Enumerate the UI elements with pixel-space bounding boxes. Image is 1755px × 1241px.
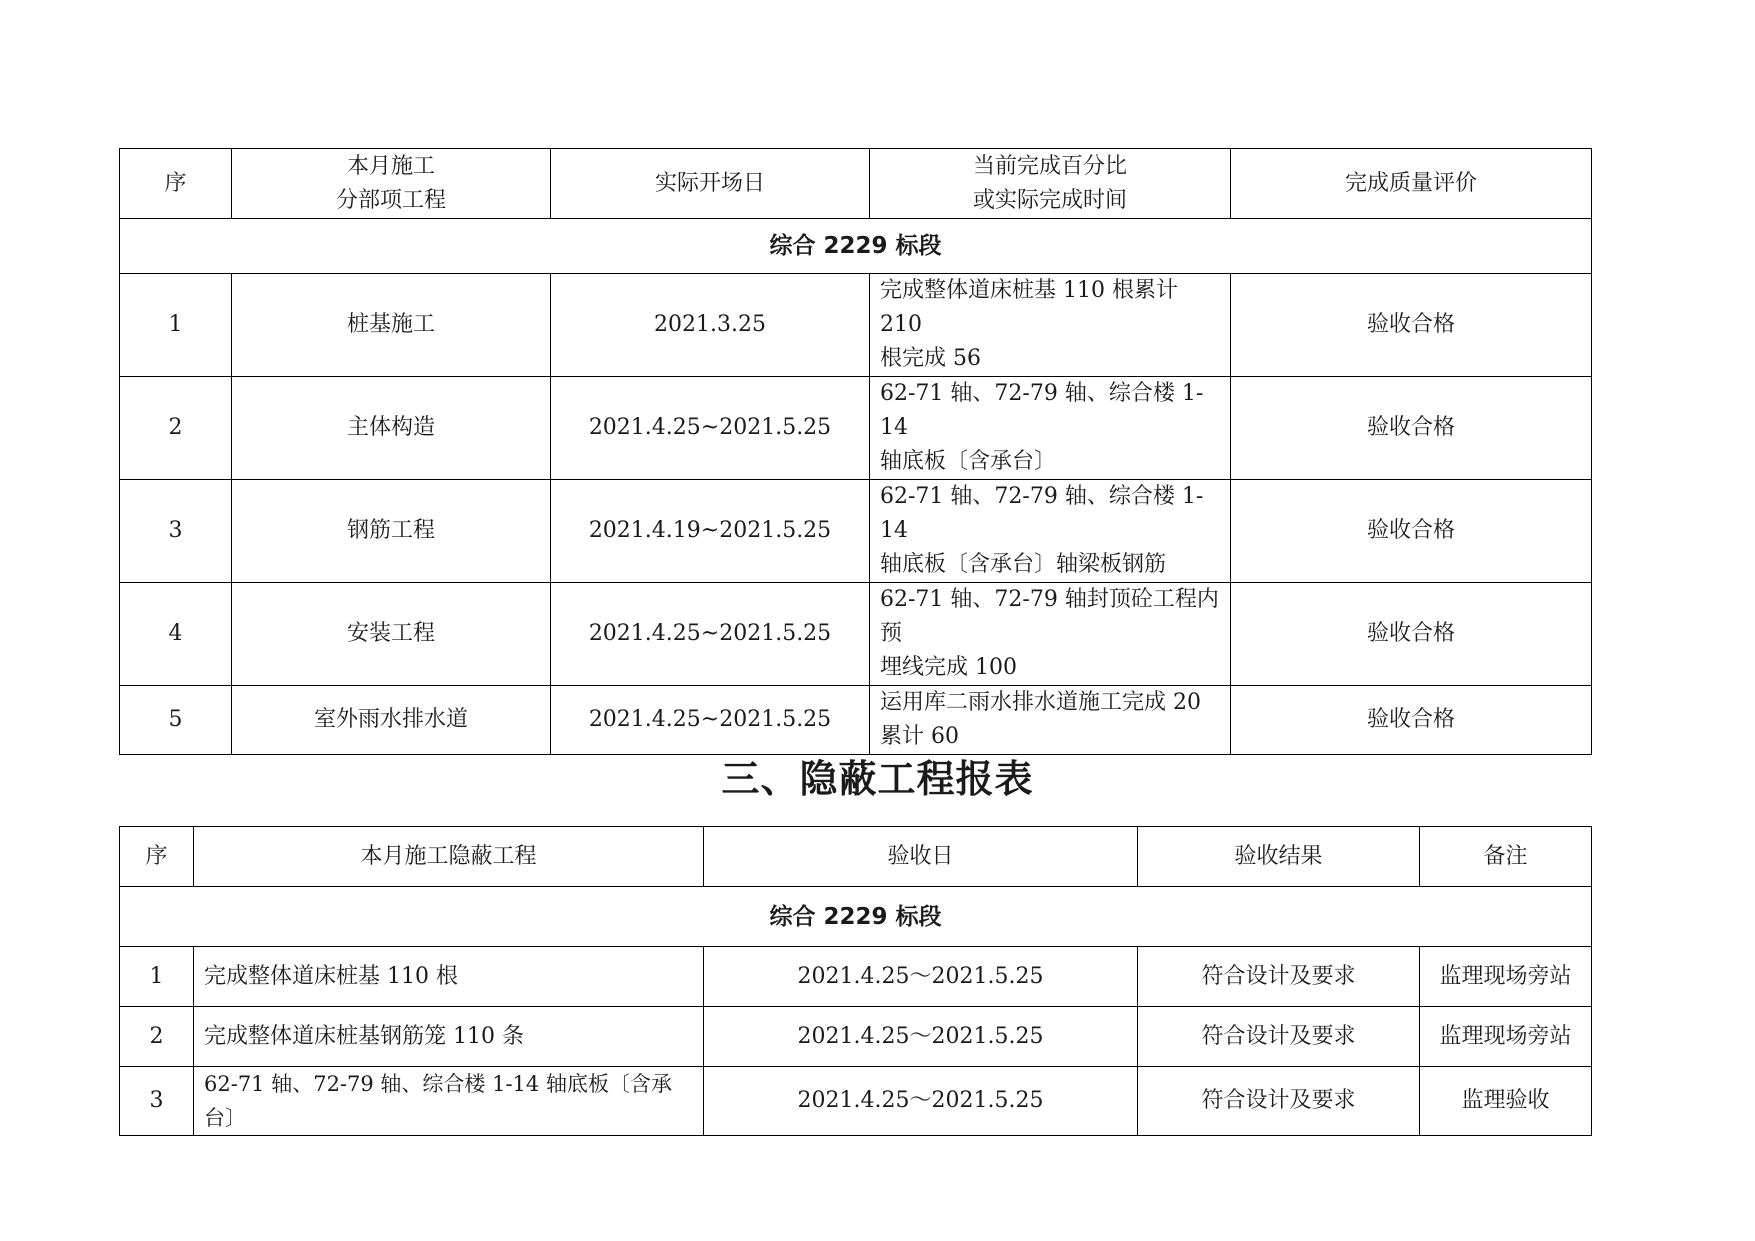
row-progress-line1: 完成整体道床桩基 110 根累计 210 — [880, 278, 1178, 337]
row-progress-line1: 62-71 轴、72-79 轴、综合楼 1-14 — [880, 484, 1204, 543]
row-date: 2021.4.25～2021.5.25 — [704, 947, 1138, 1007]
header-work-item — [232, 149, 551, 219]
row-seq: 3 — [120, 1067, 194, 1136]
row-item: 安装工程 — [232, 583, 551, 686]
header-seq: 序 — [120, 149, 232, 219]
header-start-date: 实际开场日 — [551, 149, 870, 219]
row-date: 2021.4.25～2021.5.25 — [704, 1007, 1138, 1067]
section-title: 综合 2229 标段 — [120, 887, 1592, 947]
table-row — [120, 947, 1592, 1007]
header-seq: 序 — [120, 827, 194, 887]
header-quality: 完成质量评价 — [1231, 149, 1592, 219]
row-note: 监理现场旁站 — [1420, 1007, 1592, 1067]
row-progress-line2: 根完成 56 — [880, 346, 981, 371]
row-date: 2021.4.25~2021.5.25 — [551, 686, 870, 755]
header-acceptance-result: 验收结果 — [1138, 827, 1420, 887]
header-progress-line2: 或实际完成时间 — [972, 187, 1127, 213]
row-seq: 4 — [120, 583, 232, 686]
row-quality: 验收合格 — [1231, 480, 1592, 583]
section-row — [120, 219, 1592, 274]
row-work: 62-71 轴、72-79 轴、综合楼 1-14 轴底板〔含承台〕 — [194, 1067, 704, 1136]
progress-table — [119, 148, 1592, 755]
row-progress — [870, 274, 1231, 377]
table-header-row — [120, 149, 1592, 219]
row-progress — [870, 377, 1231, 480]
row-seq: 1 — [120, 947, 194, 1007]
table-row — [120, 377, 1592, 480]
table-row — [120, 1067, 1592, 1136]
row-seq: 2 — [120, 377, 232, 480]
section-row — [120, 887, 1592, 947]
table-header-row — [120, 827, 1592, 887]
header-work-line1: 本月施工 — [346, 153, 435, 179]
row-progress-line1: 62-71 轴、72-79 轴封顶砼工程内预 — [880, 587, 1219, 646]
row-date: 2021.4.25~2021.5.25 — [551, 583, 870, 686]
table-row — [120, 686, 1592, 755]
row-progress-line2: 累计 60 — [880, 724, 959, 749]
table-row — [120, 583, 1592, 686]
table-row — [120, 274, 1592, 377]
table-row — [120, 1007, 1592, 1067]
row-work: 完成整体道床桩基 110 根 — [194, 947, 704, 1007]
row-date: 2021.3.25 — [551, 274, 870, 377]
header-remarks: 备注 — [1420, 827, 1592, 887]
header-progress-line1: 当前完成百分比 — [972, 153, 1127, 179]
section-heading: 三、隐蔽工程报表 — [721, 757, 1034, 801]
row-seq: 3 — [120, 480, 232, 583]
row-note: 监理现场旁站 — [1420, 947, 1592, 1007]
row-seq: 5 — [120, 686, 232, 755]
row-progress — [870, 583, 1231, 686]
row-quality: 验收合格 — [1231, 377, 1592, 480]
row-progress-line2: 埋线完成 100 — [880, 655, 1017, 680]
row-quality: 验收合格 — [1231, 686, 1592, 755]
row-result: 符合设计及要求 — [1138, 1067, 1420, 1136]
row-seq: 1 — [120, 274, 232, 377]
row-date: 2021.4.19~2021.5.25 — [551, 480, 870, 583]
table-row — [120, 480, 1592, 583]
row-progress — [870, 686, 1231, 755]
row-progress-line2: 轴底板〔含承台〕 — [880, 449, 1057, 474]
row-item: 主体构造 — [232, 377, 551, 480]
row-quality: 验收合格 — [1231, 583, 1592, 686]
concealed-works-table — [119, 826, 1592, 1136]
header-concealed-work: 本月施工隐蔽工程 — [194, 827, 704, 887]
row-item: 钢筋工程 — [232, 480, 551, 583]
row-progress-line1: 运用库二雨水排水道施工完成 20 — [880, 690, 1201, 715]
row-progress-line1: 62-71 轴、72-79 轴、综合楼 1-14 — [880, 381, 1204, 440]
section-title: 综合 2229 标段 — [120, 219, 1592, 274]
header-acceptance-date: 验收日 — [704, 827, 1138, 887]
row-date: 2021.4.25~2021.5.25 — [551, 377, 870, 480]
header-progress — [870, 149, 1231, 219]
row-quality: 验收合格 — [1231, 274, 1592, 377]
row-progress — [870, 480, 1231, 583]
row-seq: 2 — [120, 1007, 194, 1067]
row-note: 监理验收 — [1420, 1067, 1592, 1136]
row-item: 桩基施工 — [232, 274, 551, 377]
row-result: 符合设计及要求 — [1138, 1007, 1420, 1067]
header-work-line2: 分部项工程 — [335, 187, 446, 213]
row-work: 完成整体道床桩基钢筋笼 110 条 — [194, 1007, 704, 1067]
row-result: 符合设计及要求 — [1138, 947, 1420, 1007]
row-progress-line2: 轴底板〔含承台〕轴梁板钢筋 — [880, 552, 1167, 577]
row-item: 室外雨水排水道 — [232, 686, 551, 755]
row-date: 2021.4.25～2021.5.25 — [704, 1067, 1138, 1136]
